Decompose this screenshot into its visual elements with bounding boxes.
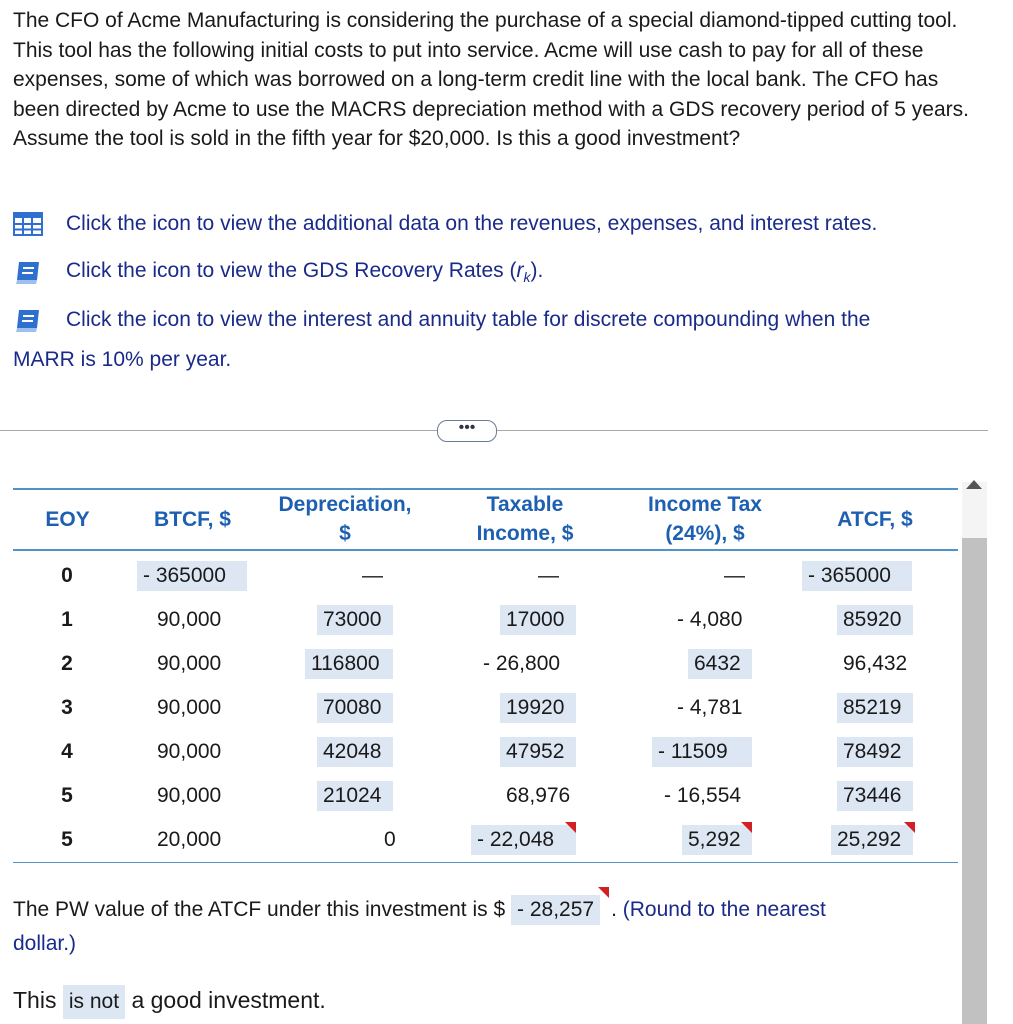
header-atcf: ATCF, $ [837, 508, 913, 531]
pw-input[interactable]: - 28,257 [511, 895, 600, 925]
table-row-eoy: 4 [61, 740, 73, 763]
income-tax-input[interactable]: 6432 [688, 649, 752, 679]
table-row-eoy: 0 [61, 564, 73, 587]
income-tax-value: - 16,554 [664, 784, 742, 807]
interest-table-link[interactable] [13, 307, 870, 333]
header-btcf: BTCF, $ [153, 508, 231, 531]
atcf-input[interactable]: 73446 [837, 781, 913, 811]
table-header-border [13, 549, 958, 551]
header-depreciation: Depreciation, $ [278, 493, 412, 545]
atcf-input[interactable]: 25,292 [831, 825, 913, 855]
gds-rates-link[interactable] [13, 259, 543, 285]
btcf-value: 90,000 [157, 784, 222, 807]
taxable-income-input[interactable]: 17000 [500, 605, 576, 635]
incorrect-flag-icon [565, 822, 576, 833]
pw-answer-line: The PW value of the ATCF under this investment is $ - 28,257 . (Round to the nearest dollar.) [13, 893, 953, 961]
btcf-value: 20,000 [157, 828, 222, 851]
btcf-input[interactable]: - 365000 [137, 561, 247, 591]
marr-text: MARR is 10% per year. [13, 348, 232, 371]
table-bottom-border [13, 862, 958, 863]
income-tax-value: - 4,781 [677, 696, 743, 719]
header-eoy: EOY [45, 508, 90, 531]
taxable-income-input[interactable]: 19920 [500, 693, 576, 723]
incorrect-flag-icon [741, 822, 752, 833]
scrollbar-thumb[interactable] [962, 538, 987, 1024]
btcf-value: 90,000 [157, 696, 222, 719]
additional-data-text[interactable]: Click the icon to view the additional data on the revenues, expenses, and interest rates. [66, 212, 878, 235]
expand-more-button[interactable]: ••• [437, 420, 497, 442]
header-income-tax: Income Tax (24%), $ [648, 493, 762, 545]
scroll-up-arrow-icon[interactable] [966, 480, 982, 489]
atcf-value: 96,432 [843, 652, 908, 675]
table-row-eoy: 3 [61, 696, 73, 719]
depreciation-input[interactable]: 42048 [317, 737, 393, 767]
atcf-input[interactable]: 85920 [837, 605, 913, 635]
btcf-value: 90,000 [157, 652, 222, 675]
dep-dash: — [362, 564, 383, 587]
taxable-income-input[interactable]: 47952 [500, 737, 576, 767]
atcf-input[interactable]: 78492 [837, 737, 913, 767]
income-tax-input[interactable]: 5,292 [682, 825, 752, 855]
table-grid-icon[interactable] [13, 211, 43, 237]
depreciation-input[interactable]: 73000 [317, 605, 393, 635]
incorrect-flag-icon [598, 887, 609, 898]
investment-choice-dropdown[interactable]: is not [63, 985, 125, 1019]
table-row-eoy: 5 [61, 784, 73, 807]
gds-rates-text[interactable]: Click the icon to view the GDS Recovery Rates $(r_k)$. [66, 259, 544, 286]
atcf-input[interactable]: - 365000 [802, 561, 912, 591]
depreciation-input[interactable]: 70080 [317, 693, 393, 723]
incorrect-flag-icon [904, 822, 915, 833]
depreciation-input[interactable]: 116800 [305, 649, 393, 679]
btcf-value: 90,000 [157, 608, 222, 631]
table-row-eoy: 5 [61, 828, 73, 851]
income-tax-value: - 4,080 [677, 608, 743, 631]
it-dash: — [724, 564, 745, 587]
ti-dash: — [538, 564, 559, 587]
depreciation-value: 0 [384, 828, 396, 851]
book-icon[interactable] [13, 307, 43, 333]
taxable-income-value: 68,976 [506, 784, 571, 807]
btcf-value: 90,000 [157, 740, 222, 763]
problem-statement: The CFO of Acme Manufacturing is considering the purchase of a special diamond-tipped cutting tool. This tool has the following initial costs to put into service. Acme will use cash to pay for all of these expenses, some of which was borrowed on a long-term credit line with the local bank. The CFO has been directed by Acme to use the MACRS depreciation method with a GDS recovery period of 5 years. Assume the tool is sold in the fifth year for $20,000. Is this a good investment? [13, 9, 969, 150]
taxable-income-value: - 26,800 [483, 652, 561, 675]
taxable-income-input[interactable]: - 22,048 [471, 825, 576, 855]
table-row-eoy: 2 [61, 652, 73, 675]
header-taxable-income: Taxable Income, $ [476, 493, 574, 545]
conclusion-line: This is not a good investment. [13, 985, 326, 1019]
table-row-eoy: 1 [61, 608, 73, 631]
income-tax-input[interactable]: - 11509 [652, 737, 752, 767]
additional-data-link[interactable] [13, 211, 877, 237]
depreciation-input[interactable]: 21024 [317, 781, 393, 811]
interest-table-text[interactable]: Click the icon to view the interest and annuity table for discrete compounding when the [66, 308, 871, 331]
atcf-input[interactable]: 85219 [837, 693, 913, 723]
book-icon[interactable] [13, 259, 43, 285]
